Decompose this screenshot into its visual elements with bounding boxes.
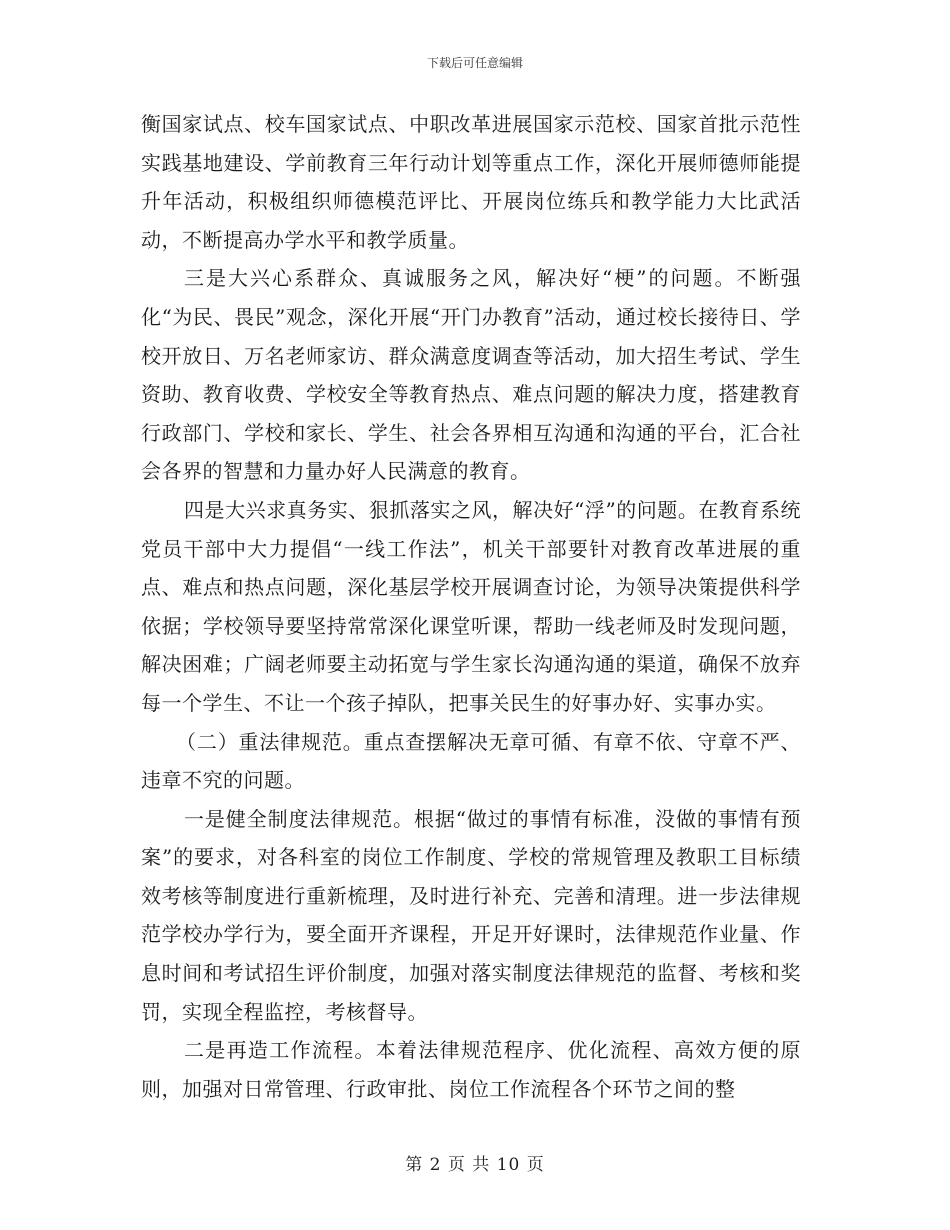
paragraph-section-two: （二）重法律规范。重点查摆解决无章可循、有章不依、守章不严、违章不究的问题。 [141,729,801,793]
page-header-note: 下载后可任意编辑 [426,56,523,70]
paragraph-point-one: 一是健全制度法律规范。根据“做过的事情有标准，没做的事情有预案”的要求，对各科室的岗位工作制度、学校的常规管理及教职工目标绩效考核等制度进行重新梳理，及时进行补充、完善和清理。进一步法律规范学校办学行为，要全面开齐课程，开足开好课时，法律规范作业量、作息时间和考试招生评价制度，加强对落实制度法律规范的监督、考核和奖罚，实现全程监控，考核督导。 [141,806,801,1024]
paragraph-continuation: 衡国家试点、校车国家试点、中职改革进展国家示范校、国家首批示范性实践基地建设、学前教育三年行动计划等重点工作，深化开展师德师能提升年活动，积极组织师德模范评比、开展岗位练兵和教学能力大比武活动，不断提高办学水平和教学质量。 [141,112,801,252]
paragraph-point-four: 四是大兴求真务实、狠抓落实之风，解决好“浮”的问题。在教育系统党员干部中大力提倡“一线工作法”，机关干部要针对教育改革进展的重点、难点和热点问题，深化基层学校开展调查讨论，为领导决策提供科学依据；学校领导要坚持常常深化课堂听课，帮助一线老师及时发现问题，解决困难；广阔老师要主动拓宽与学生家长沟通沟通的渠道，确保不放弃每一个学生、不让一个孩子掉队，把事关民生的好事办好、实事办实。 [141,497,801,715]
paragraph-point-three: 三是大兴心系群众、真诚服务之风，解决好“梗”的问题。不断强化“为民、畏民”观念，深化开展“开门办教育”活动，通过校长接待日、学校开放日、万名老师家访、群众满意度调查等活动，加大招生考试、学生资助、教育收费、学校安全等教育热点、难点问题的解决力度，搭建教育行政部门、学校和家长、学生、社会各界相互沟通和沟通的平台，汇合社会各界的智慧和力量办好人民满意的教育。 [141,266,801,484]
document-body [141,105,801,1108]
page-number-footer: 第 2 页 共 10 页 [405,1155,545,1175]
paragraph-point-two: 二是再造工作流程。本着法律规范程序、优化流程、高效方便的原则，加强对日常管理、行政审批、岗位工作流程各个环节之间的整 [141,1038,801,1101]
